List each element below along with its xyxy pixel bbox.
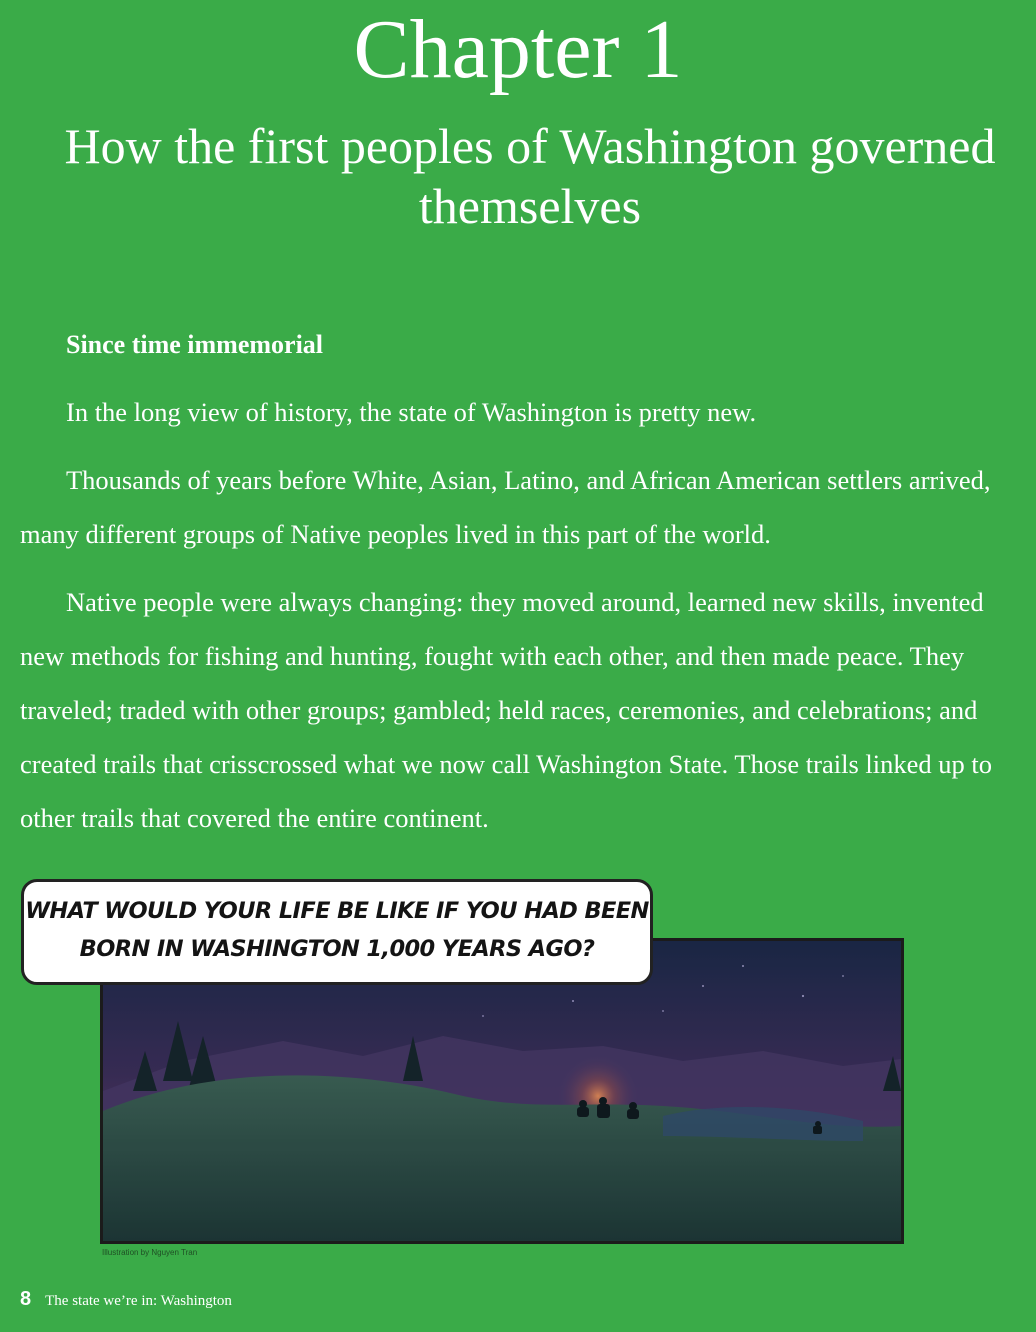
chapter-subtitle: How the first peoples of Washington governed themselves	[64, 118, 996, 234]
book-title: The state we’re in: Washington	[45, 1293, 232, 1309]
section-heading: Since time immemorial	[66, 330, 324, 359]
question-callout	[21, 879, 653, 985]
page-footer	[20, 1288, 232, 1311]
chapter-title: Chapter 1	[353, 3, 683, 96]
illustration-credit: Illustration by Nguyen Tran	[102, 1248, 198, 1257]
body-text	[20, 385, 1026, 859]
paragraph: Native people were always changing: they moved around, learned new skills, invented new methods for fishing and hunting, fought with each other, and then made peace. They traveled; traded with other groups; gambled; held races, ceremonies, and celebrations; and created trails that crisscrossed what we now call Washington State. Those trails linked up to other trails that covered the entire continent.	[20, 587, 992, 833]
night-landscape-image	[103, 941, 901, 1241]
callout-line: WHAT WOULD YOUR LIFE BE LIKE IF YOU HAD BEEN	[25, 898, 649, 924]
callout-line: BORN IN WASHINGTON 1,000 YEARS AGO?	[79, 936, 595, 962]
page-number: 8	[20, 1288, 32, 1310]
paragraph: In the long view of history, the state of Washington is pretty new.	[66, 397, 757, 427]
paragraph: Thousands of years before White, Asian, Latino, and African American settlers arrived, many different groups of Native peoples lived in this part of the world.	[20, 465, 991, 549]
